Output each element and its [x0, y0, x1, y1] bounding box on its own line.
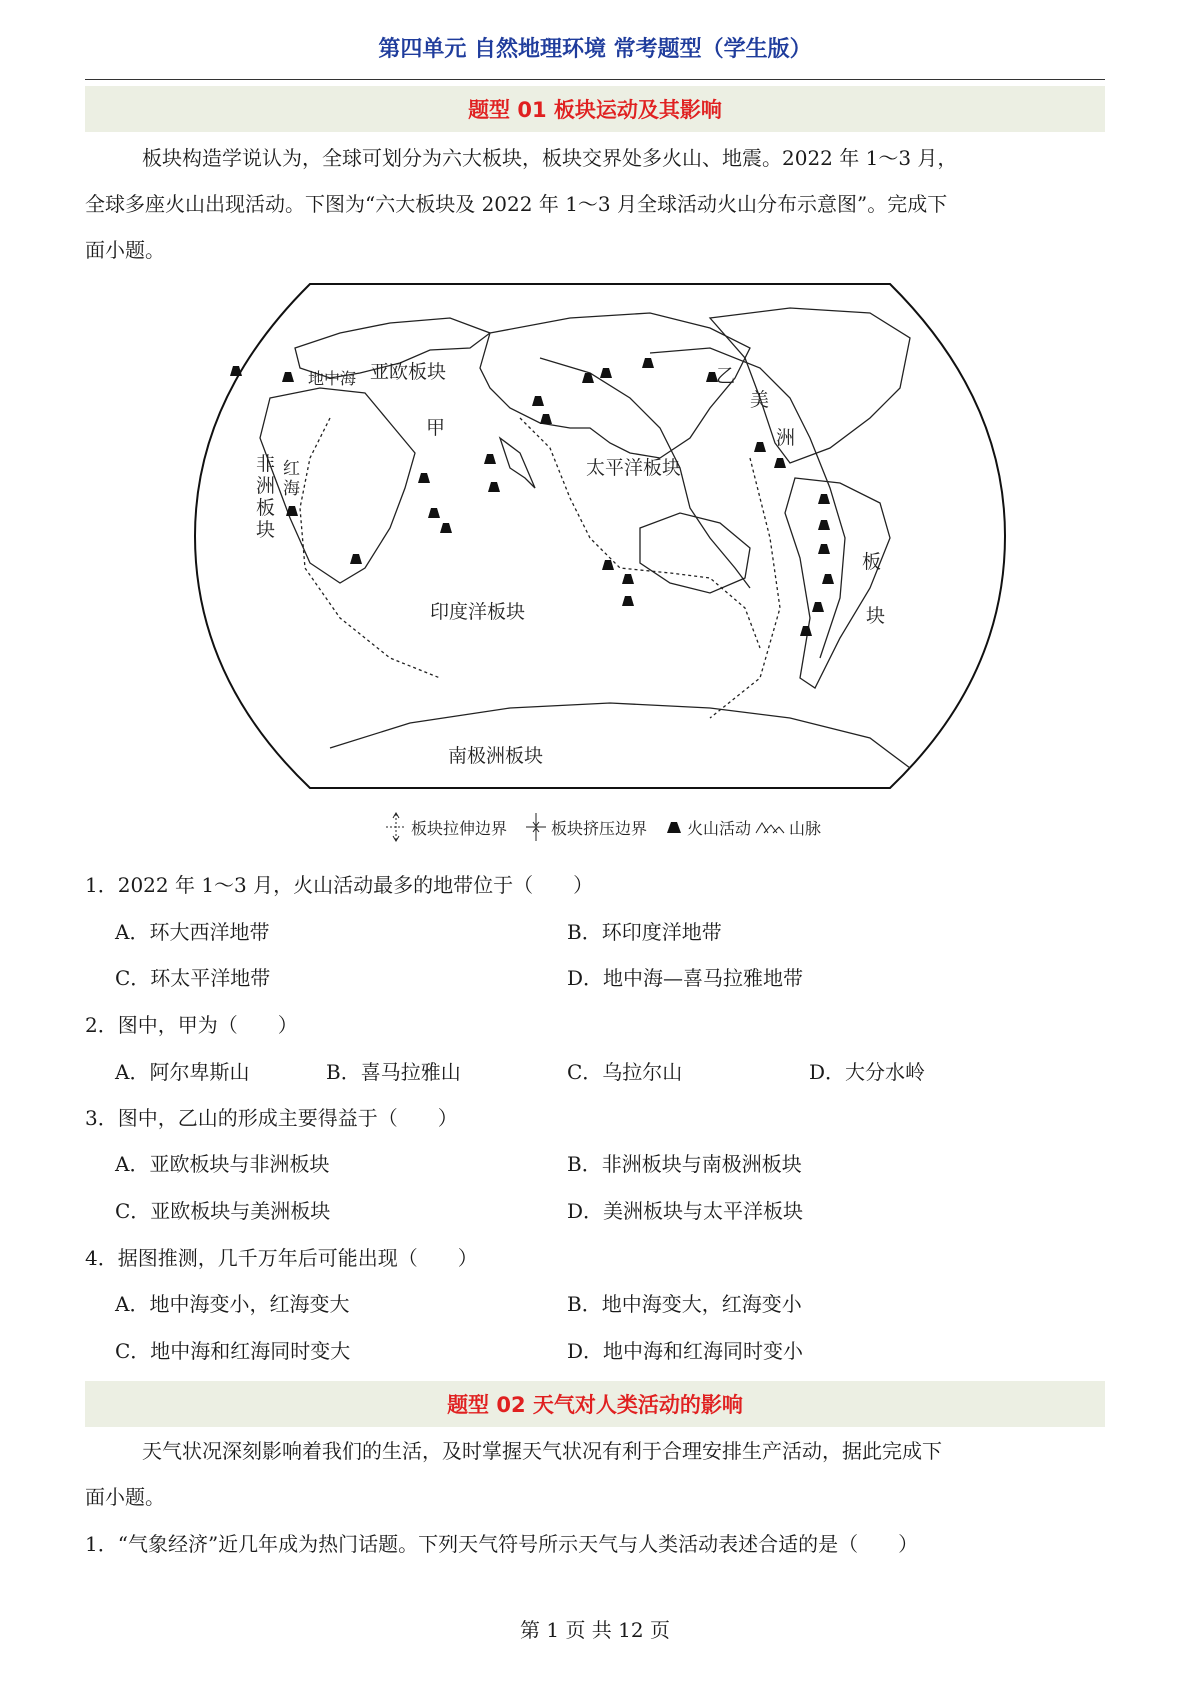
- legend-volcano: [665, 816, 821, 839]
- legend-convergent-label: 板块挤压边界: [551, 818, 648, 838]
- question-2-stem: 2．图中，甲为（ ）: [85, 1013, 298, 1037]
- convergent-boundary-icon: [525, 812, 547, 842]
- section-2-intro-line-2: 面小题。: [85, 1485, 165, 1509]
- legend-mountain-label: 山脉: [789, 818, 822, 838]
- legend-divergent: [385, 812, 507, 842]
- mountain-icon: [755, 819, 785, 835]
- q1-option-d: D．地中海—喜马拉雅地带: [567, 966, 804, 990]
- q4-option-b: B．地中海变大，红海变小: [567, 1292, 802, 1316]
- q2-option-b: B．喜马拉雅山: [326, 1060, 461, 1084]
- intro-line-1: 板块构造学说认为，全球可划分为六大板块，板块交界处多火山、地震。2022 年 1～3 月，: [142, 146, 958, 170]
- label-red-sea-2: 海: [283, 479, 300, 499]
- q3-option-c: C．亚欧板块与美洲板块: [115, 1199, 331, 1223]
- question-1-stem: 1．2022 年 1～3 月，火山活动最多的地带位于（ ）: [85, 873, 594, 897]
- label-african-2: 洲: [256, 475, 276, 497]
- header-divider: [85, 79, 1105, 80]
- label-america-4: 块: [866, 605, 886, 627]
- section-1-intro: [85, 135, 1105, 273]
- label-pacific-plate: 太平洋板块: [586, 457, 682, 479]
- section-2-title: 题型 02 天气对人类活动的影响: [447, 1393, 743, 1417]
- q3-option-d: D．美洲板块与太平洋板块: [567, 1199, 804, 1223]
- section-2-intro-line-1: 天气状况深刻影响着我们的生活，及时掌握天气状况有利于合理安排生产活动，据此完成下: [142, 1439, 942, 1463]
- section-2-title-bar: [85, 1381, 1105, 1427]
- legend-volcano-label: 火山活动: [687, 818, 752, 838]
- question-4-stem: 4．据图推测，几千万年后可能出现（ ）: [85, 1246, 478, 1270]
- label-mediterranean: 地中海: [308, 369, 357, 388]
- volcano-marker: [230, 366, 242, 376]
- section-1-title-bar: [85, 86, 1105, 132]
- label-america-2: 洲: [776, 427, 796, 449]
- label-indian-plate: 印度洋板块: [430, 601, 526, 623]
- label-eurasian-plate: 亚欧板块: [370, 361, 447, 383]
- intro-line-3: 面小题。: [85, 238, 165, 262]
- q2-option-c: C．乌拉尔山: [567, 1060, 683, 1084]
- divergent-boundary-icon: [385, 812, 407, 842]
- page-number: 第 1 页 共 12 页: [520, 1618, 670, 1642]
- label-antarctic-plate: 南极洲板块: [448, 745, 544, 767]
- q1-option-c: C．环太平洋地带: [115, 966, 271, 990]
- q1-option-b: B．环印度洋地带: [567, 920, 722, 944]
- q4-option-c: C．地中海和红海同时变大: [115, 1339, 351, 1363]
- label-america-1: 美: [750, 389, 770, 411]
- section-2-intro: [85, 1428, 1105, 1520]
- label-african-4: 块: [256, 519, 276, 541]
- label-jia: 甲: [426, 417, 446, 439]
- legend-divergent-label: 板块拉伸边界: [411, 818, 508, 838]
- q4-option-a: A．地中海变小，红海变大: [115, 1292, 350, 1316]
- volcano-icon: [665, 819, 683, 835]
- map-frame: [195, 284, 1005, 788]
- q4-option-d: D．地中海和红海同时变小: [567, 1339, 804, 1363]
- plate-map: [190, 278, 1010, 794]
- q3-option-a: A．亚欧板块与非洲板块: [115, 1152, 330, 1176]
- q1-option-a: A．环大西洋地带: [115, 920, 270, 944]
- q2-option-d: D．大分水岭: [809, 1060, 926, 1084]
- label-african-1: 非: [256, 453, 276, 475]
- question-3-stem: 3．图中，乙山的形成主要得益于（ ）: [85, 1106, 458, 1130]
- label-america-3: 板: [862, 551, 882, 573]
- q3-option-b: B．非洲板块与南极洲板块: [567, 1152, 802, 1176]
- page-title: 第四单元 自然地理环境 常考题型（学生版）: [378, 37, 812, 62]
- label-yi: 乙: [716, 365, 736, 387]
- legend-convergent: [525, 812, 647, 842]
- map-legend: [385, 812, 831, 842]
- label-african-3: 板: [256, 497, 276, 519]
- section-2-question-1-stem: 1．“气象经济”近几年成为热门话题。下列天气符号所示天气与人类活动表述合适的是（ ）: [85, 1532, 919, 1556]
- q2-option-a: A．阿尔卑斯山: [115, 1060, 250, 1084]
- section-1-title: 题型 01 板块运动及其影响: [468, 98, 722, 122]
- label-red-sea-1: 红: [283, 459, 300, 479]
- intro-line-2: 全球多座火山出现活动。下图为“六大板块及 2022 年 1～3 月全球活动火山分布示意图”。完成下: [85, 192, 948, 216]
- plate-map-svg: [190, 278, 1010, 794]
